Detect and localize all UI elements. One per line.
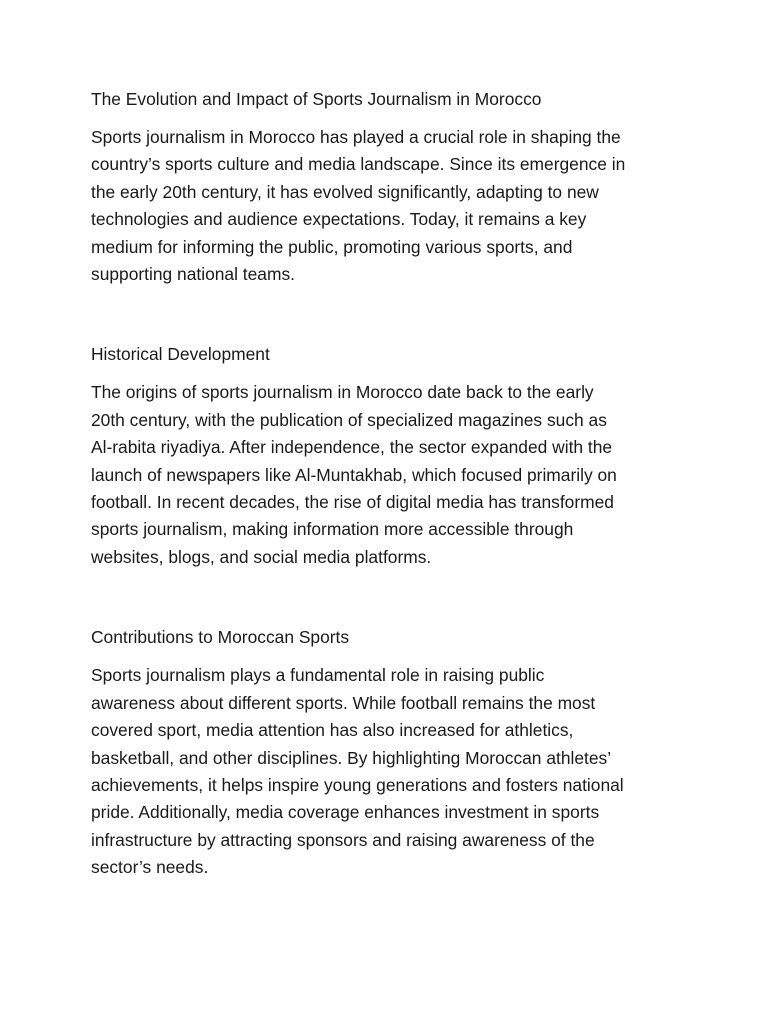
paragraph-line: medium for informing the public, promoting various sports, and xyxy=(91,236,573,257)
document-body xyxy=(91,86,691,882)
paragraph-line: country’s sports culture and media landscape. Since its emergence in xyxy=(91,154,626,175)
contributions-paragraph xyxy=(91,662,691,881)
section-heading-historical-development: Historical Development xyxy=(91,344,270,365)
paragraph-line: covered sport, media attention has also increased for athletics, xyxy=(91,720,574,741)
paragraph-line: Sports journalism plays a fundamental role in raising public xyxy=(91,665,545,686)
paragraph-line: infrastructure by attracting sponsors and raising awareness of the xyxy=(91,829,595,850)
paragraph-line: achievements, it helps inspire young generations and fosters national xyxy=(91,774,624,795)
intro-paragraph xyxy=(91,124,691,288)
historical-development-paragraph xyxy=(91,379,691,571)
paragraph-line: sports journalism, making information more accessible through xyxy=(91,519,574,540)
paragraph-line: basketball, and other disciplines. By highlighting Moroccan athletes’ xyxy=(91,747,612,768)
section-heading-contributions: Contributions to Moroccan Sports xyxy=(91,627,350,648)
paragraph-line: sector’s needs. xyxy=(91,857,209,878)
paragraph-line: awareness about different sports. While football remains the most xyxy=(91,692,596,713)
paragraph-line: launch of newspapers like Al-Muntakhab, which focused primarily on xyxy=(91,464,617,485)
paragraph-line: technologies and audience expectations. Today, it remains a key xyxy=(91,209,587,230)
section-spacer xyxy=(91,288,691,341)
paragraph-line: football. In recent decades, the rise of digital media has transformed xyxy=(91,492,614,513)
paragraph-line: supporting national teams. xyxy=(91,264,295,285)
paragraph-line: the early 20th century, it has evolved significantly, adapting to new xyxy=(91,181,599,202)
paragraph-line: The origins of sports journalism in Morocco date back to the early xyxy=(91,382,594,403)
paragraph-line: 20th century, with the publication of specialized magazines such as xyxy=(91,409,607,430)
paragraph-line: Al-rabita riyadiya. After independence, the sector expanded with the xyxy=(91,437,613,458)
section-spacer xyxy=(91,571,691,624)
document-title: The Evolution and Impact of Sports Journalism in Morocco xyxy=(91,89,542,109)
paragraph-line: pride. Additionally, media coverage enhances investment in sports xyxy=(91,802,600,823)
paragraph-line: websites, blogs, and social media platforms. xyxy=(91,546,432,567)
paragraph-line: Sports journalism in Morocco has played a crucial role in shaping the xyxy=(91,127,621,147)
